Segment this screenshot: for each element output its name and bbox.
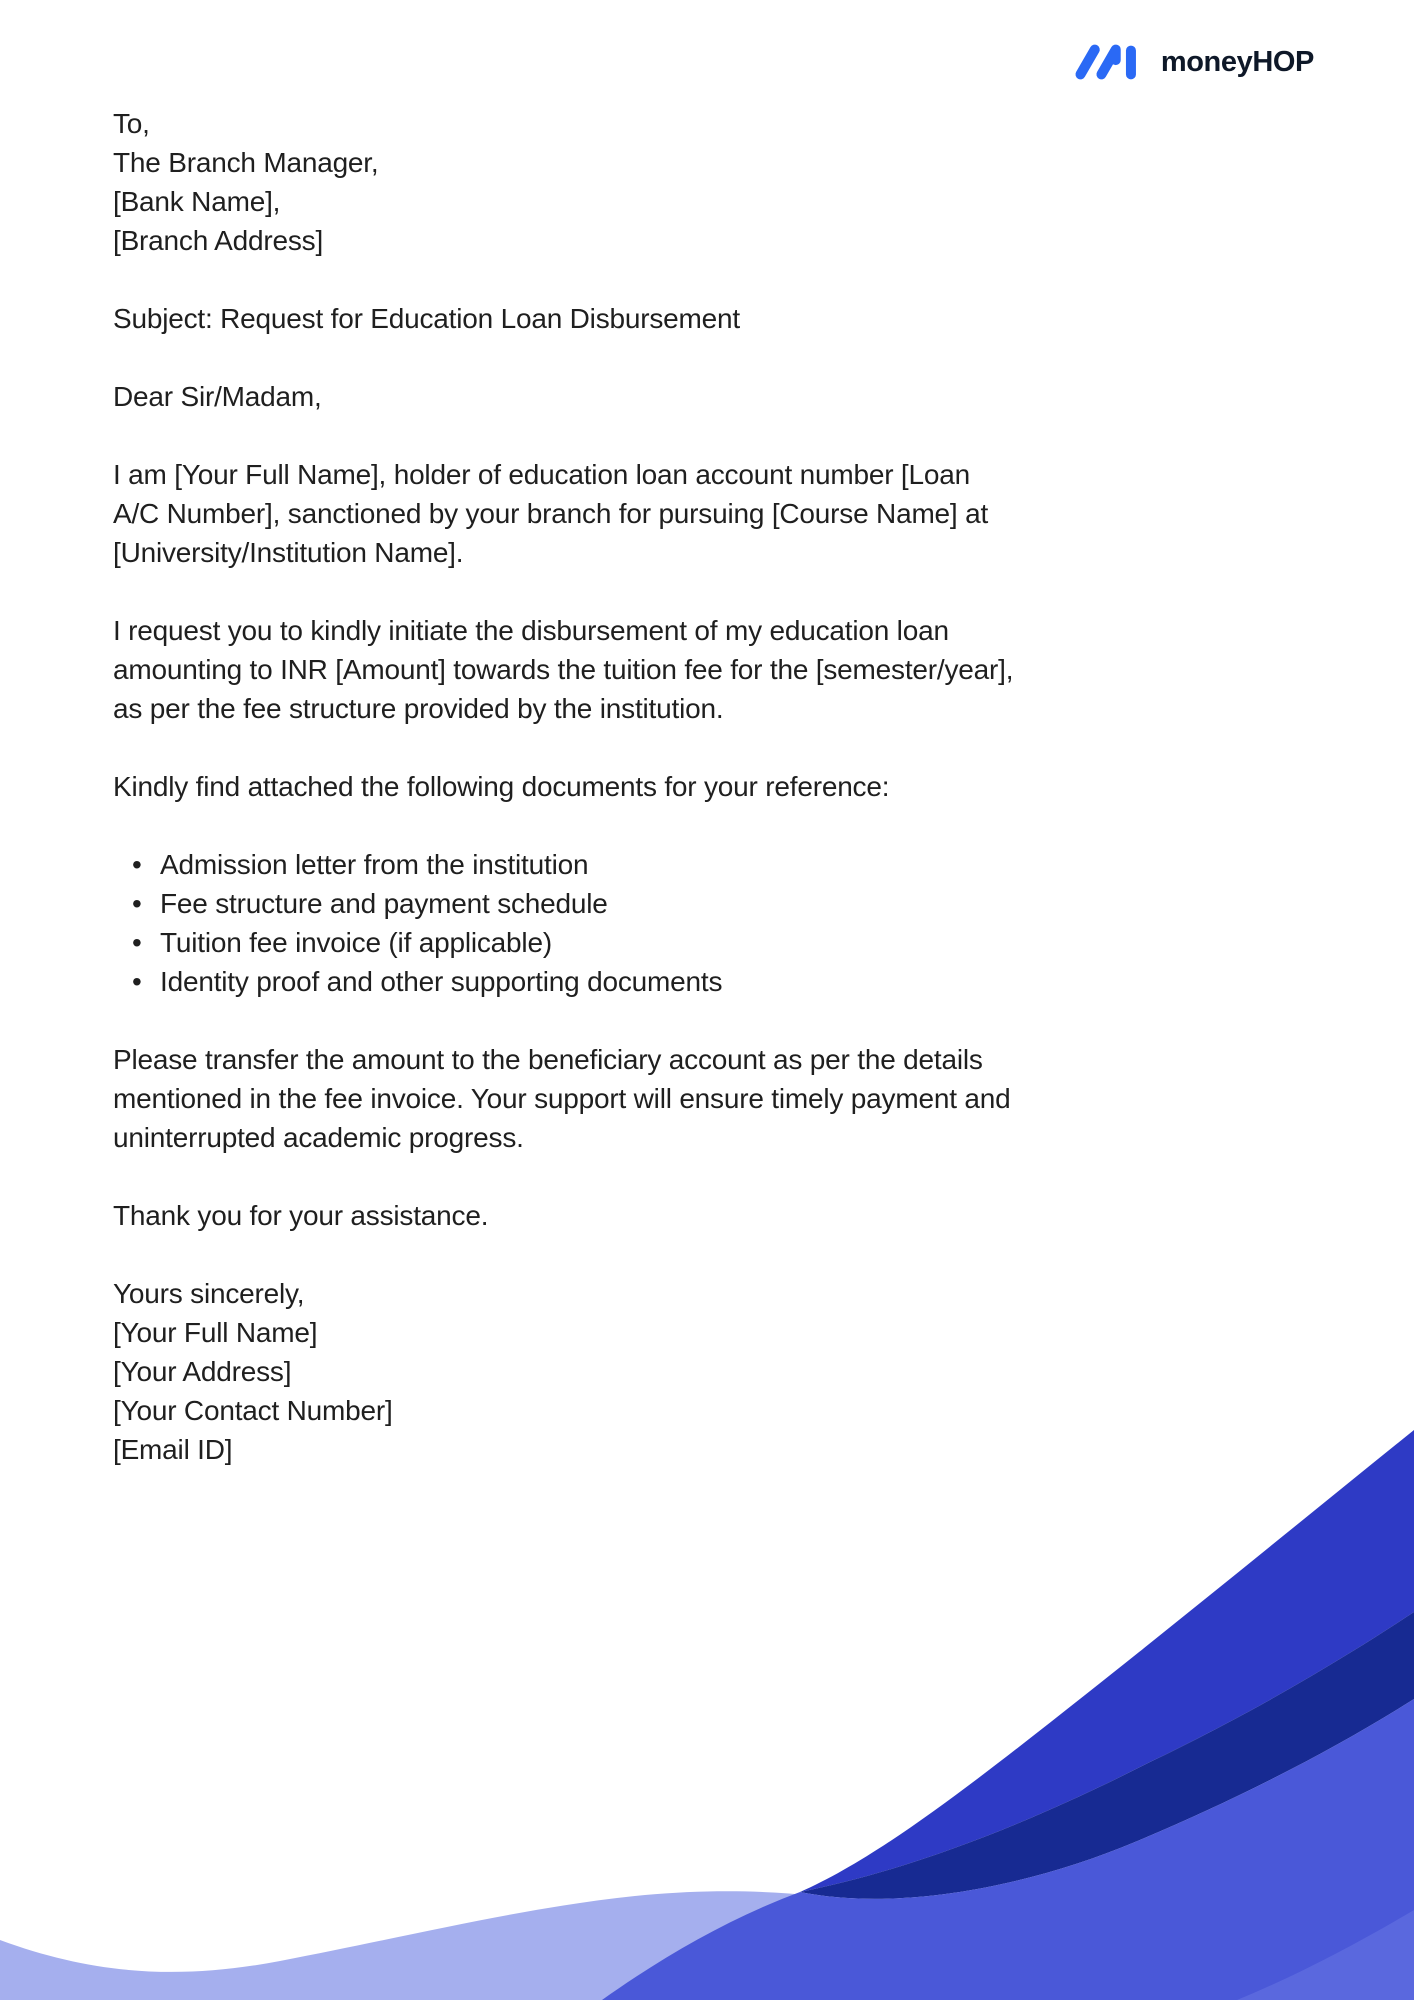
attachment-item: • Fee structure and payment schedule <box>160 884 1018 923</box>
attachment-item: • Tuition fee invoice (if applicable) <box>160 923 1018 962</box>
logo-word-hop: HOP <box>1252 45 1314 78</box>
signature-line: Yours sincerely, <box>113 1278 305 1309</box>
recipient-line: [Branch Address] <box>113 225 324 256</box>
subject-line: Subject: Request for Education Loan Disbursement <box>113 303 740 334</box>
body-paragraph: I request you to kindly initiate the disbursement of my education loan amounting to INR [Amount] towards the tuition fee for the [semester/year], as per the fee structure provided by the institution. <box>113 615 1014 724</box>
thank-you-line: Thank you for your assistance. <box>113 1200 489 1231</box>
wave-shape-medium <box>602 1699 1414 2000</box>
attachment-item: • Admission letter from the institution <box>160 845 1018 884</box>
logo-word-money: money <box>1160 45 1253 78</box>
moneyhop-logo-icon <box>1071 42 1149 82</box>
moneyhop-logo <box>1071 42 1314 82</box>
attachment-item: • Identity proof and other supporting documents <box>160 962 1018 1001</box>
signature-block <box>113 1274 1018 1469</box>
wave-shape-light <box>0 1891 895 2000</box>
attachment-list <box>113 845 1018 1001</box>
moneyhop-logo-text <box>1161 46 1314 79</box>
signature-line: [Your Address] <box>113 1356 292 1387</box>
body-paragraph: I am [Your Full Name], holder of education loan account number [Loan A/C Number], sanctioned by your branch for pursuing [Course Name] at [University/Institution Name]. <box>113 459 989 568</box>
recipient-address <box>113 104 1018 260</box>
signature-line: [Email ID] <box>113 1434 233 1465</box>
wave-shape-corner <box>1237 1910 1414 2000</box>
closing-paragraph: Please transfer the amount to the beneficiary account as per the details mentioned in the fee invoice. Your support will ensure timely payment and uninterrupted academic progress. <box>113 1044 1011 1153</box>
recipient-line: The Branch Manager, <box>113 147 379 178</box>
recipient-line: [Bank Name], <box>113 186 281 217</box>
recipient-line: To, <box>113 108 150 139</box>
signature-line: [Your Contact Number] <box>113 1395 393 1426</box>
salutation: Dear Sir/Madam, <box>113 381 322 412</box>
letter-body <box>113 104 1018 1508</box>
body-paragraph: Kindly find attached the following documents for your reference: <box>113 771 890 802</box>
body-paragraphs <box>113 455 1018 806</box>
signature-line: [Your Full Name] <box>113 1317 318 1348</box>
wave-shape-navy <box>800 1612 1414 1899</box>
